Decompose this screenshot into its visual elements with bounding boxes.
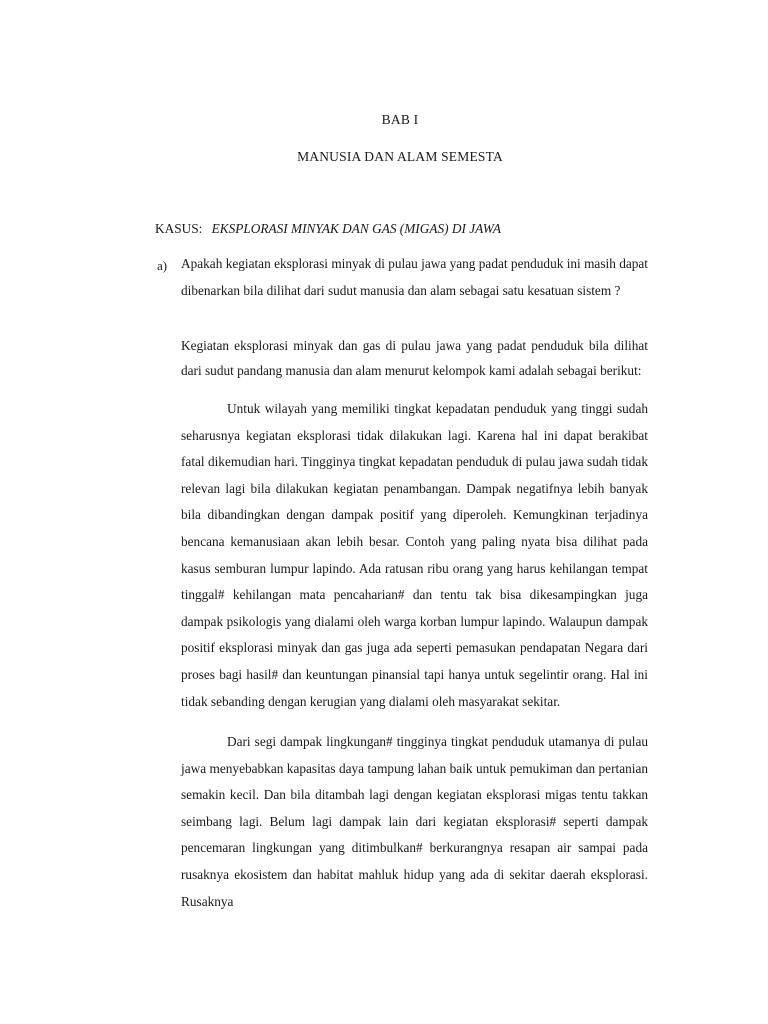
question-block [181, 251, 648, 304]
answer-intro: Kegiatan eksplorasi minyak dan gas di pulau jawa yang padat penduduk bila dilihat dari sudut pandang manusia dan alam menurut kelompok kami adalah sebagai berikut: [181, 338, 648, 379]
chapter-title: MANUSIA DAN ALAM SEMESTA [297, 149, 503, 164]
answer-intro-block [181, 333, 648, 384]
chapter-number: BAB I [381, 112, 419, 127]
case-heading [155, 221, 501, 237]
case-title: EKSPLORASI MINYAK DAN GAS (MIGAS) DI JAWA [211, 221, 502, 236]
answer-paragraph-2-block [181, 729, 648, 915]
answer-paragraph-1-block [181, 396, 648, 715]
question-text: Apakah kegiatan eksplorasi minyak di pulau jawa yang padat penduduk ini masih dapat dibenarkan bila dilihat dari sudut manusia dan alam sebagai satu kesatuan sistem ? [181, 256, 648, 298]
answer-paragraph-1: Untuk wilayah yang memiliki tingkat kepadatan penduduk yang tinggi sudah seharusnya kegiatan eksplorasi tidak dilakukan lagi. Karena hal ini dapat berakibat fatal dikemudian hari. Tingginya tingkat kepadatan penduduk di pulau jawa sudah tidak relevan lagi bila dilakukan kegiatan penambangan. Dampak negatifnya lebih banyak bila dibandingkan dengan dampak positif yang diperoleh. Kemungkinan terjadinya bencana kemanusiaan akan lebih besar. Contoh yang paling nyata bisa dilihat pada kasus semburan lumpur lapindo. Ada ratusan ribu orang yang harus kehilangan tempat tinggal# kehilangan mata pencaharian# dan tentu tak bisa dikesampingkan juga dampak psikologis yang dialami oleh warga korban lumpur lapindo. Walaupun dampak positif eksplorasi minyak dan gas juga ada seperti pemasukan pendapatan Negara dari proses bagi hasil# dan keuntungan pinansial tapi hanya untuk segelintir orang. Hal ini tidak sebanding dengan kerugian yang dialami oleh masyarakat sekitar. [181, 401, 648, 709]
question-marker: a) [157, 258, 168, 273]
answer-paragraph-2: Dari segi dampak lingkungan# tingginya tingkat penduduk utamanya di pulau jawa menyebabkan kapasitas daya tampung lahan baik untuk pemukiman dan pertanian semakin kecil. Dan bila ditambah lagi dengan kegiatan eksplorasi migas tentu takkan seimbang lagi. Belum lagi dampak lain dari kegiatan eksplorasi# seperti dampak pencemaran lingkungan yang ditimbulkan# berkurangnya resapan air sampai pada rusaknya ekosistem dan habitat mahluk hidup yang ada di sekitar daerah eksplorasi. Rusaknya [181, 734, 648, 909]
case-label: KASUS: [155, 221, 203, 236]
